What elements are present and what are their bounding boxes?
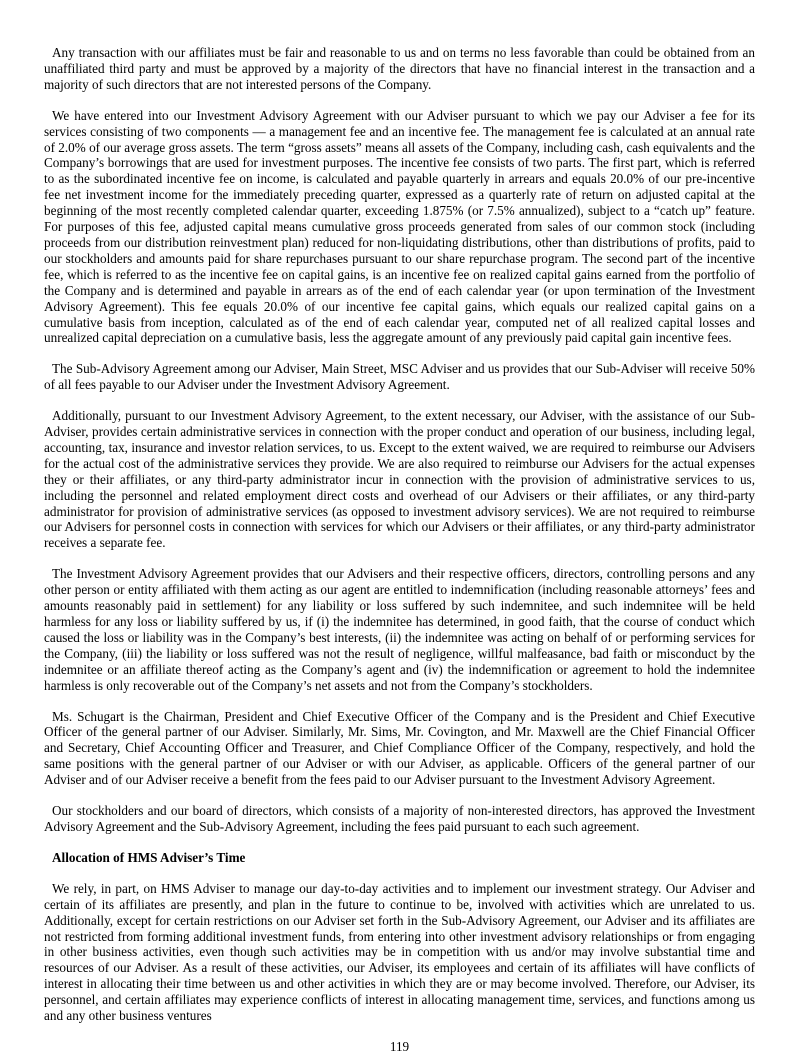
paragraph-officers: Ms. Schugart is the Chairman, President and Chief Executive Officer of the Company and is the President and Chief Executive Officer of the general partner of our Adviser. Similarly, Mr. Sims, Mr. Covington, and Mr. Maxwell are the Chief Financial Officer and Secretary, Chief Accounting Officer and Treasurer, and Chief Compliance Officer of the Company, respectively, and hold the same positions with the general partner of our Adviser or with our Adviser, as applicable. Officers of the general partner of our Adviser and of our Adviser receive a benefit from the fees paid to our Adviser pursuant to the Investment Advisory Agreement. bbox=[44, 708, 755, 788]
page-number: 119 bbox=[389, 1038, 410, 1054]
paragraph-investment-advisory-fees: We have entered into our Investment Advisory Agreement with our Adviser pursuant to which we pay our Adviser a fee for its services consisting of two components — a management fee and an incentive fee. The management fee is calculated at an annual rate of 2.0% of our average gross assets. The term “gross assets” means all assets of the Company, including cash, cash equivalents and the Company’s borrowings that are used for investment purposes. The incentive fee consists of two parts. The first part, which is referred to as the subordinated incentive fee on income, is calculated and payable quarterly in arrears and equals 20.0% of our pre-incentive fee net investment income for the immediately preceding quarter, expressed as a quarterly rate of return on adjusted capital at the beginning of the most recently completed calendar quarter, exceeding 1.875% (or 7.5% annualized), subject to a “catch up” feature. For purposes of this fee, adjusted capital means cumulative gross proceeds generated from sales of our common stock (including proceeds from our distribution reinvestment plan) reduced for non-liquidating distributions, other than distributions of profits, paid to our stockholders and amounts paid for share repurchases pursuant to our share repurchase program. The second part of the incentive fee, which is referred to as the incentive fee on capital gains, is an incentive fee on realized capital gains earned from the portfolio of the Company and is determined and payable in arrears as of the end of each calendar year (or upon termination of the Investment Advisory Agreement). This fee equals 20.0% of our incentive fee capital gains, which equals our realized capital gains on a cumulative basis from inception, calculated as of the end of each calendar year, computed net of all realized capital losses and unrealized capital depreciation on a cumulative basis, less the aggregate amount of any previously paid capital gain incentive fees. bbox=[44, 107, 755, 346]
section-heading-allocation-of-hms-advisers-time: Allocation of HMS Adviser’s Time bbox=[52, 849, 246, 865]
paragraph-sub-advisory-agreement: The Sub-Advisory Agreement among our Adviser, Main Street, MSC Adviser and us provides that our Sub-Adviser will receive 50% of all fees payable to our Adviser under the Investment Advisory Agreement. bbox=[44, 361, 755, 393]
paragraph-time-allocation-conflicts: We rely, in part, on HMS Adviser to manage our day-to-day activities and to implement our investment strategy. Our Adviser and certain of its affiliates are presently, and plan in the future to continue to be, involved with activities which are unrelated to us. Additionally, except for certain restrictions on our Adviser set forth in the Sub-Advisory Agreement, our Adviser and its affiliates are not restricted from forming additional investment funds, from entering into other investment advisory relationships or from engaging in other business activities, even though such activities may be in competition with us and/or may involve substantial time and resources of our Adviser. As a result of these activities, our Adviser, its employees and certain of its affiliates will have conflicts of interest in allocating their time between us and other activities in which they are or may become involved. Therefore, our Adviser, its personnel, and certain affiliates may experience conflicts of interest in allocating management time, services, and functions among us and any other business ventures bbox=[44, 880, 755, 1024]
paragraph-affiliate-transactions: Any transaction with our affiliates must be fair and reasonable to us and on terms no less favorable than could be obtained from an unaffiliated third party and must be approved by a majority of the directors that have no financial interest in the transaction and a majority of such directors that are not interested persons of the Company. bbox=[44, 45, 755, 92]
paragraph-administrative-services: Additionally, pursuant to our Investment Advisory Agreement, to the extent necessary, our Adviser, with the assistance of our Sub-Adviser, provides certain administrative services in connection with the proper conduct and operation of our business, including legal, accounting, tax, insurance and investor relation services, to us. Except to the extent waived, we are required to reimburse our Advisers for the actual cost of the administrative services they provide. We are also required to reimburse our Advisers for the actual expenses they or their affiliates, or any third-party administrator incur in connection with the provision of administrative services to us, including the personnel and related employment direct costs and overhead of our Advisers or their affiliates, or any third-party administrator for provision of administrative services (as opposed to investment advisory services). We are not required to reimburse our Advisers for personnel costs in connection with services for which our Advisers or their affiliates, or any third-party administrator receives a separate fee. bbox=[44, 408, 755, 551]
paragraph-board-approval: Our stockholders and our board of directors, which consists of a majority of non-interested directors, has approved the Investment Advisory Agreement and the Sub-Advisory Agreement, including the fees paid pursuant to each such agreement. bbox=[44, 803, 755, 834]
paragraph-indemnification: The Investment Advisory Agreement provides that our Advisers and their respective officers, directors, controlling persons and any other person or entity affiliated with them acting as our agent are entitled to indemnification (including reasonable attorneys’ fees and amounts reasonably paid in settlement) for any liability or loss suffered by such indemnitee, and such indemnitee will be held harmless for any loss or liability suffered by us, if (i) the indemnitee has determined, in good faith, that the course of conduct which caused the loss or liability was in the Company’s best interests, (ii) the indemnitee was acting on behalf of or performing services for the Company, (iii) the liability or loss suffered was not the result of negligence, willful malfeasance, bad faith or misconduct by the indemnitee or an affiliate thereof acting as the Company’s agent and (iv) the indemnification or agreement to hold the indemnitee harmless is only recoverable out of the Company’s net assets and not from the Company’s stockholders. bbox=[44, 566, 755, 693]
